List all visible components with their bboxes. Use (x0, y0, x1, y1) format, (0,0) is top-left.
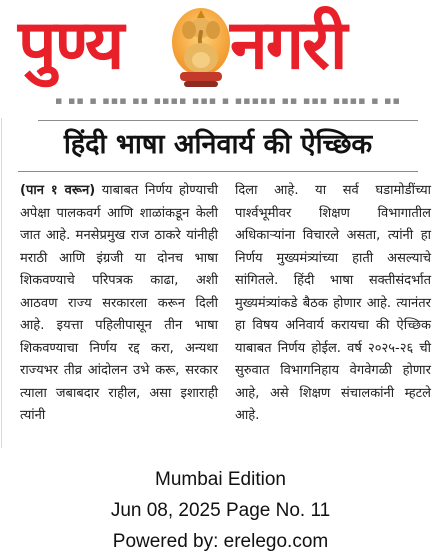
article-column-left (20, 180, 218, 428)
powered-by-label: Powered by: erelego.com (112, 531, 329, 552)
article-body-left: याबाबत निर्णय होण्याची अपेक्षा पालकवर्ग आणि शाळांकडून केली जात आहे. मनसेप्रमुख राज ठाकरे यांनीही मराठी आणि इंग्रजी या दोनच भाषा शिकवण्याचे परिपत्रक काढा, अशी आठवण राज्य सरकारला करून दिली आहे. इयत्ता पहिलीपासून तीन भाषा शिकवण्याचा निर्णय रद्द करा, अन्यथा राज्यभर तीव्र आंदोलन उभे करू, सरकार त्याला जबाबदार राहील, असा इशाराही त्यांनी (20, 183, 218, 423)
article-body-right: दिला आहे. या सर्व घडामोडींच्या पार्श्वभूमीवर शिक्षण विभागातील अधिकाऱ्यांना विचारले असता, त्यांनी हा निर्णय मुख्यमंत्र्यांच्या हाती असल्याचे सांगितले. हिंदी भाषा सक्तीसंदर्भात मुख्यमंत्र्यांकडे बैठक होणार आहे. त्यानंतर हा विषय अनिवार्य करायचा की ऐच्छिक याबाबत निर्णय होईल. वर्ष २०२५-२६ ची सुरुवात विभागनिहाय वेगवेगळी होणार आहे, असे शिक्षण संचालकांनी म्हटले आहे. (235, 183, 431, 423)
cropped-text-strip: ▪ ▪▪ ▪ ▪▪▪ ▪▪ ▪▪▪▪ ▪▪▪ ▪ ▪▪▪▪▪ ▪▪ ▪▪▪ ▪▪▪▪ ▪ ▪▪ (55, 94, 401, 107)
masthead (0, 0, 441, 96)
masthead-title-left: पुण्य (18, 6, 123, 85)
headline-top-rule (38, 120, 418, 121)
article-headline: हिंदी भाषा अनिवार्य की ऐच्छिक (63, 129, 373, 160)
edition-label: Mumbai Edition (155, 469, 286, 490)
headline-bottom-rule (18, 171, 418, 172)
ganesha-idol-icon (170, 4, 232, 90)
article-column-right (235, 180, 431, 428)
date-page-label: Jun 08, 2025 Page No. 11 (110, 500, 331, 521)
masthead-title-right: नगरी (230, 6, 346, 85)
clipping-border (1, 118, 2, 448)
continuation-reference: (पान १ वरून) (20, 183, 96, 198)
